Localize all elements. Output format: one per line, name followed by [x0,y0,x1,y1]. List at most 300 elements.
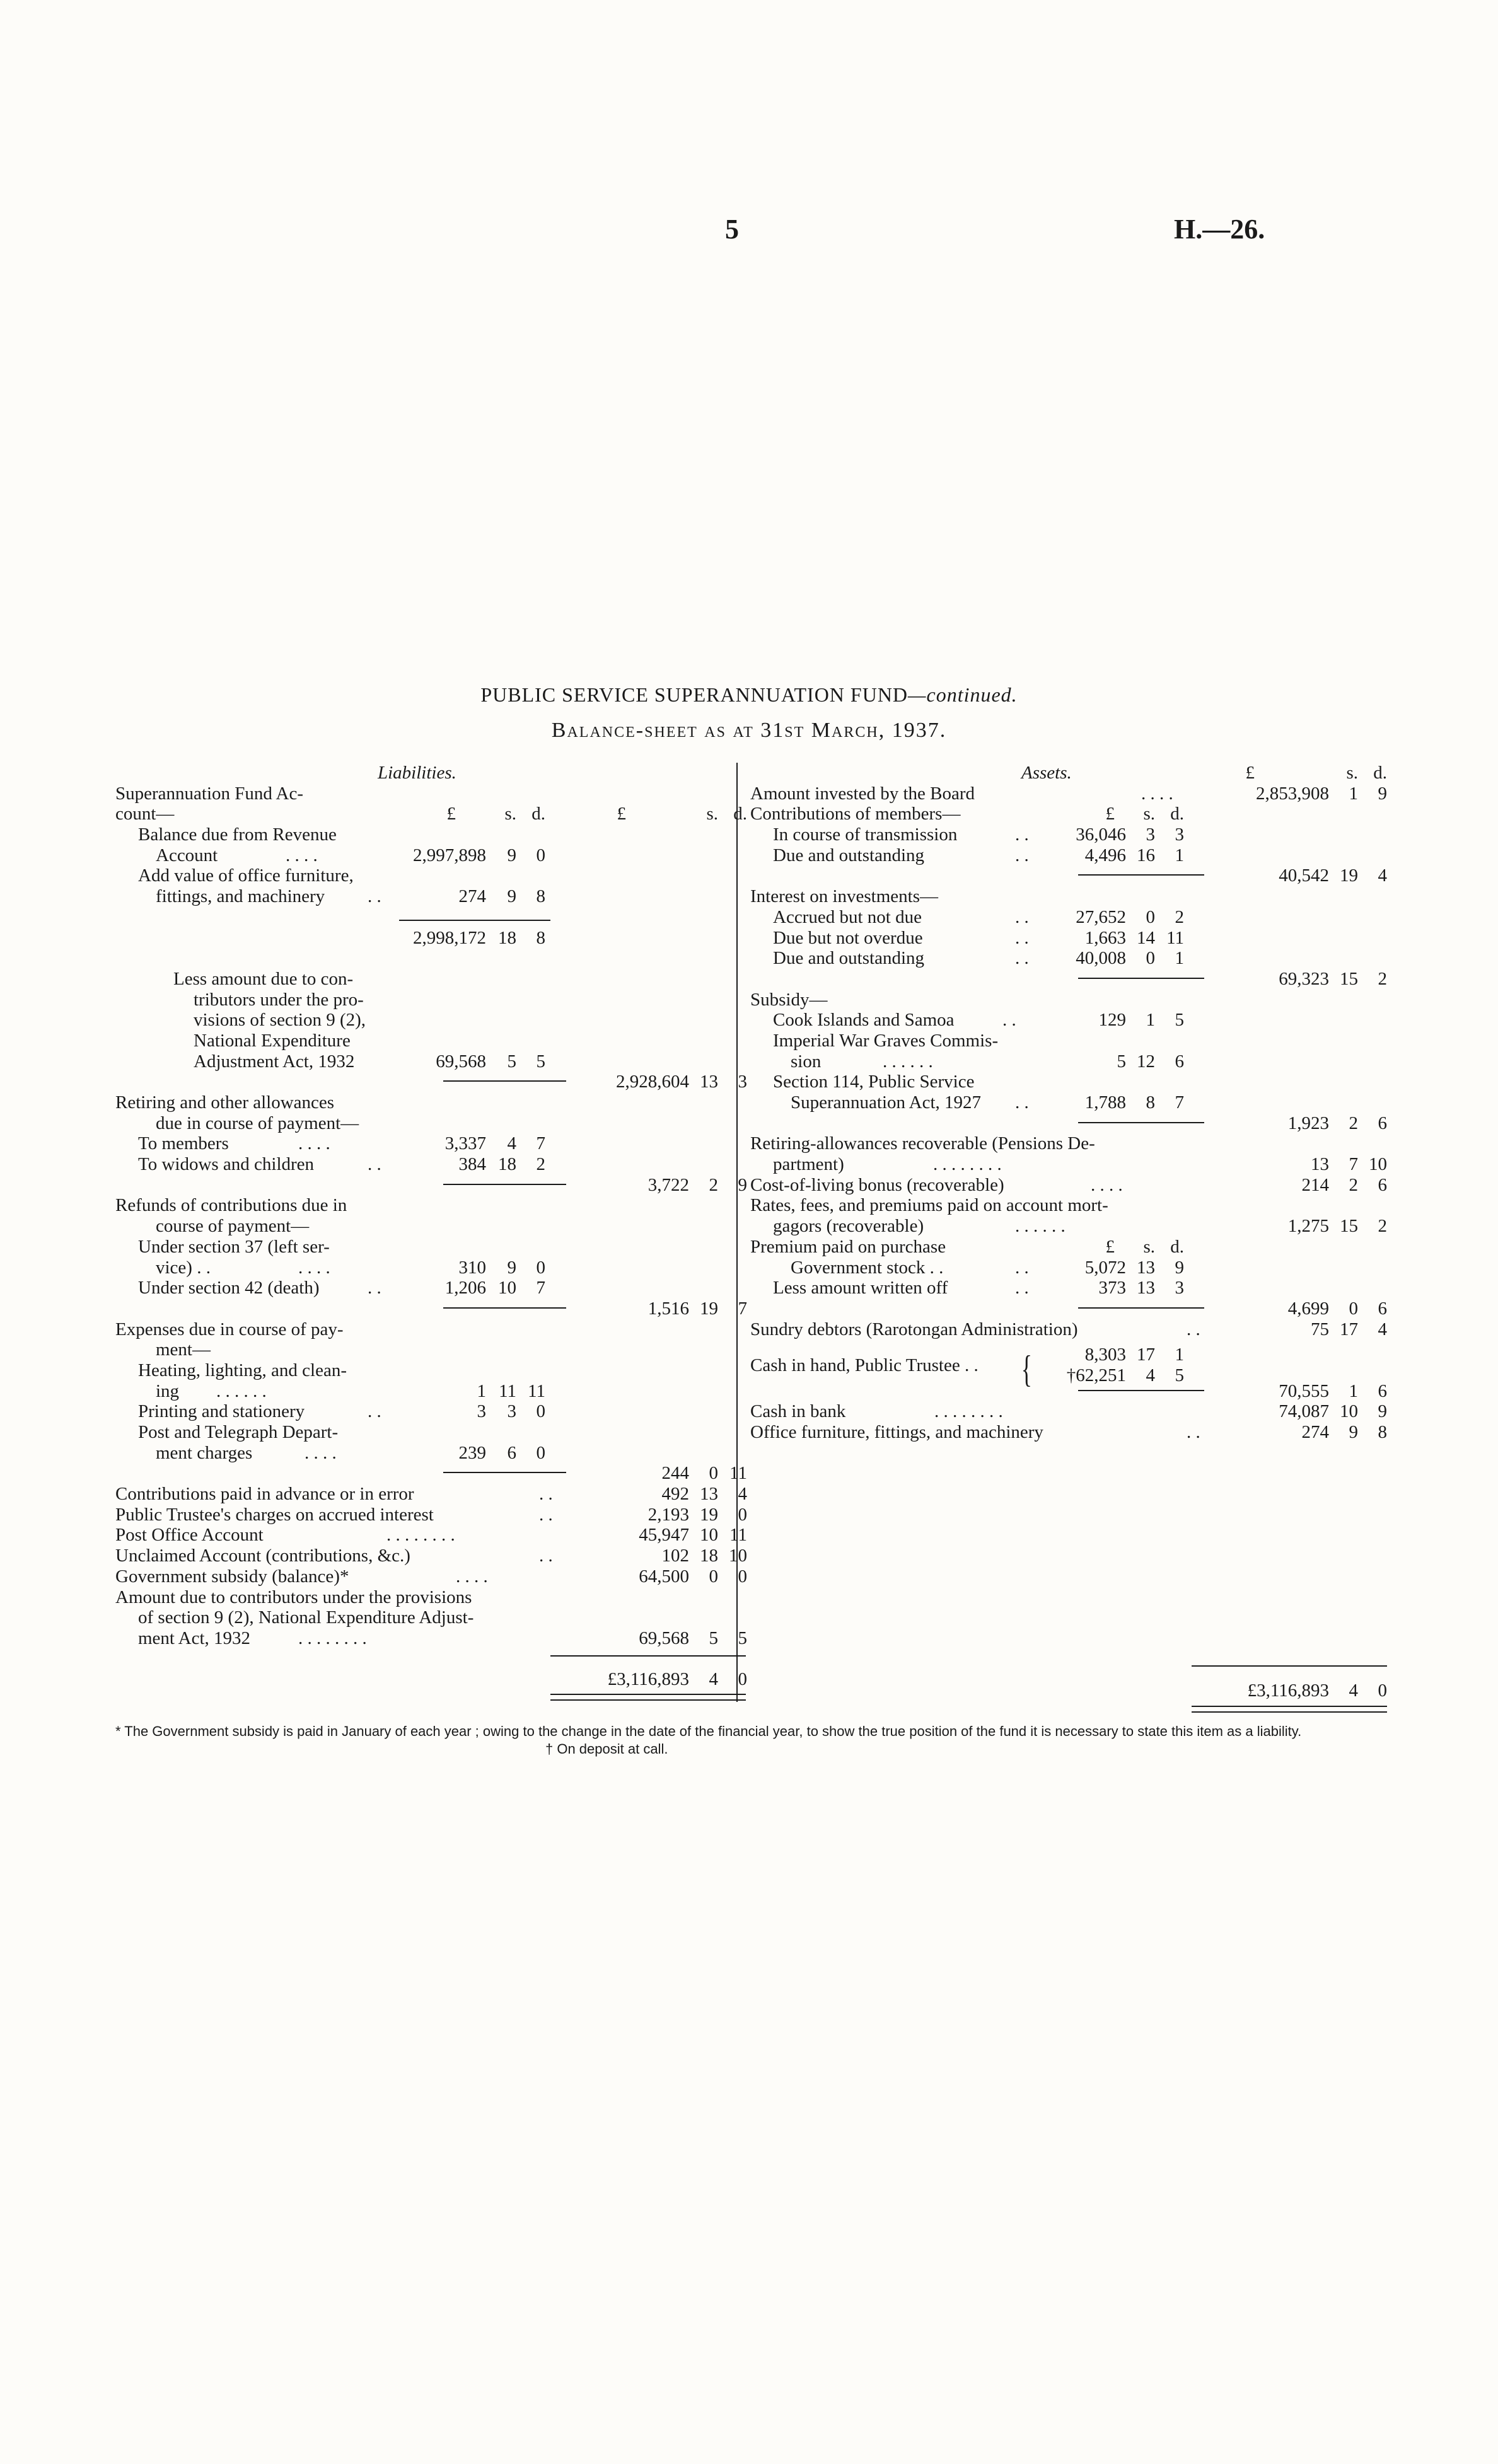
row-label: course of payment— [156,1216,310,1237]
row-label: Imperial War Graves Commis- [773,1030,999,1051]
amount-pounds: 69,323 [1279,968,1329,989]
amount-pounds: 1,516 [647,1298,689,1319]
row-label: Account [156,845,218,865]
amount-pounds: 8,303 [1084,1345,1126,1365]
amount-pounds: 310 [458,1257,486,1278]
table-row [750,865,1387,886]
table-row [750,1174,1387,1196]
sheet-title-text: Balance-sheet as at 31st March, 1937. [551,719,947,742]
table-row [115,1298,747,1319]
amount-shillings: 9 [507,845,516,865]
amount-pounds: 69,568 [436,1051,486,1072]
row-label: Expenses due in course of pay- [115,1319,344,1339]
amount-pence: 0 [738,1566,747,1587]
amount-pounds: 373 [1098,1278,1126,1299]
amount-pounds: 69,568 [639,1628,689,1648]
amount-pence: 9 [1378,1401,1387,1422]
leader-dots: . . [1187,1319,1200,1339]
amount-pounds: 274 [1301,1422,1329,1442]
table-row [115,1463,747,1484]
leader-dots: . . [1015,948,1029,969]
amount-pounds: 70,555 [1279,1380,1329,1401]
row-label: vice) . . [156,1257,211,1278]
amount-shillings: 9 [507,886,516,907]
row-label: Retiring-allowances recoverable (Pensions De- [750,1133,1095,1154]
table-row [115,1690,734,1711]
table-row [115,1278,734,1299]
amount-pounds: 1,788 [1084,1092,1126,1113]
leader-dots: . . [1187,1422,1200,1442]
assets-column [750,763,1387,1443]
row-label: ment— [156,1339,211,1360]
amount-pence: 6 [1378,1298,1387,1319]
row-label: partment) [773,1154,844,1175]
row-label: sion [791,1051,822,1072]
table-row [750,1133,1381,1154]
row-label: Balance due from Revenue [138,824,337,845]
row-label: Public Trustee's charges on accrued interest [115,1504,434,1525]
amount-pounds: 2,193 [647,1504,689,1525]
leader-dots: . . . . [1091,1174,1123,1195]
row-label: Retiring and other allowances [115,1092,335,1113]
amount-pence: 8 [536,886,545,907]
row-label: Subsidy— [750,989,828,1010]
amount-pence: 11 [729,1525,747,1546]
row-label: Under section 42 (death) [138,1278,320,1299]
amount-shillings: 5 [507,1051,516,1072]
leader-dots: . . [368,1154,381,1175]
table-row [115,1525,747,1546]
units-row [750,804,1381,824]
amount-pounds: 1,206 [444,1278,486,1299]
amount-pence: 6 [1175,1051,1184,1072]
sum-rule [1078,874,1204,876]
table-row [115,1628,747,1649]
amount-pence: 9 [1378,783,1387,804]
amount-pounds: 1,663 [1084,927,1126,948]
row-label: ment Act, 1932 [138,1628,251,1648]
pence-unit: d. [1373,763,1387,783]
pence-unit: d. [531,804,545,824]
grand-total-pence: 0 [738,1669,747,1690]
amount-shillings: 11 [499,1380,516,1401]
amount-pounds: 5,072 [1084,1257,1126,1278]
amount-shillings: 6 [507,1442,516,1463]
amount-pence: 7 [738,1298,747,1319]
sum-rule [1078,1390,1204,1391]
amount-pence: 11 [1166,927,1184,948]
table-row [750,1113,1387,1134]
row-label: tributors under the pro- [194,989,364,1010]
sum-rule [1078,978,1204,979]
amount-pence: 8 [536,927,545,948]
amount-shillings: 19 [700,1504,718,1525]
amount-shillings: 10 [700,1525,718,1546]
amount-pounds: †62,251 [1066,1365,1126,1385]
table-row [115,1031,734,1051]
leader-dots: . . [1002,1010,1016,1031]
row-label: Due and outstanding [773,948,925,969]
row-label: Rates, fees, and premiums paid on account mort- [750,1195,1108,1216]
amount-shillings: 18 [498,1154,516,1175]
leader-dots: . . [1015,1278,1029,1299]
row-label: Accrued but not due [773,906,922,927]
table-row [115,1381,734,1402]
row-label: Interest on investments— [750,886,939,907]
amount-shillings: 9 [1349,1422,1358,1442]
table-row [750,1258,1381,1278]
table-row [750,968,1387,990]
table-row [750,1154,1387,1175]
amount-pence: 7 [536,1278,545,1299]
table-row [750,1216,1387,1237]
table-row [115,1237,734,1258]
row-label: Cash in bank [750,1401,846,1422]
amount-pence: 2 [1378,1216,1387,1237]
amount-shillings: 15 [1340,1216,1358,1237]
leader-dots: . . [1015,824,1029,845]
pounds-unit: £ [1245,763,1255,783]
leader-dots: . . [539,1484,553,1505]
row-label: To members [138,1133,229,1154]
row-label: gagors (recoverable) [773,1216,924,1237]
amount-pence: 7 [536,1133,545,1154]
table-row [750,1380,1387,1402]
table-row [115,865,734,886]
row-label: visions of section 9 (2), [194,1010,366,1031]
table-row [115,1649,734,1670]
amount-pounds: 129 [1098,1010,1126,1031]
amount-pence: 3 [1175,1278,1184,1299]
amount-pounds: 244 [661,1463,689,1484]
row-label: Premium paid on purchase [750,1236,946,1257]
amount-pence: 4 [1378,865,1387,886]
sum-rule [550,1655,746,1657]
table-row [115,1154,734,1175]
row-label: Cook Islands and Samoa [773,1010,955,1031]
table-row [115,1360,734,1381]
amount-pounds: 492 [661,1484,689,1505]
amount-shillings: 12 [1137,1051,1155,1072]
fund-title [0,683,1498,707]
row-label: ing [156,1380,180,1401]
row-label: Sundry debtors (Rarotongan Administration) [750,1319,1078,1339]
amount-shillings: 2 [709,1174,718,1195]
amount-shillings: 18 [700,1546,718,1566]
row-label: Post and Telegraph Depart- [138,1422,339,1442]
amount-pounds: 36,046 [1076,824,1126,845]
amount-pence: 5 [1175,1010,1184,1031]
table-row [750,907,1381,928]
leader-dots: . . . . . . . . [933,1154,1002,1175]
row-label: Due and outstanding [773,845,925,865]
amount-shillings: 18 [498,927,516,948]
row-label: Section 114, Public Service [773,1072,975,1092]
row-label: In course of transmission [773,824,958,845]
row-label: of section 9 (2), National Expenditure Adjust- [138,1607,474,1628]
leader-dots: . . [539,1546,553,1566]
grand-total-pounds: £3,116,893 [607,1669,689,1690]
leader-dots: . . . . . . . . [298,1628,367,1648]
amount-pounds: 214 [1301,1174,1329,1195]
table-row [750,1422,1387,1443]
pounds-unit: £ [1105,1236,1115,1257]
amount-pounds: 4,496 [1084,845,1126,865]
amount-pounds: 64,500 [639,1566,689,1587]
pounds-unit: £ [1105,804,1115,824]
amount-pounds: 45,947 [639,1525,689,1546]
amount-shillings: 19 [1340,865,1358,886]
shillings-unit: s. [1346,763,1358,783]
footnote-subsidy: * The Government subsidy is paid in January of each year ; owing to the change in the date of the financial year, to show the true position of the fund it is necessary to state this item as a liability. [115,1723,1302,1739]
row-label: ment charges [156,1442,253,1463]
table-row [750,824,1381,845]
table-row [115,1051,734,1072]
table-row [115,1607,734,1628]
amount-pence: 9 [1175,1257,1184,1278]
table-row [115,1422,734,1443]
shillings-unit: s. [504,804,516,824]
table-row [115,1133,734,1154]
amount-pence: 4 [1378,1319,1387,1339]
amount-pence: 6 [1378,1174,1387,1195]
fund-title-main: PUBLIC SERVICE SUPERANNUATION FUND [480,683,909,706]
amount-shillings: 4 [1146,1365,1155,1385]
amount-shillings: 13 [1137,1257,1155,1278]
table-row [115,907,734,928]
amount-pence: 3 [738,1072,747,1092]
amount-shillings: 17 [1340,1319,1358,1339]
amount-pence: 0 [536,1401,545,1422]
amount-shillings: 10 [1340,1401,1358,1422]
table-row [115,990,734,1010]
row-label: Government stock . . [791,1257,944,1278]
amount-pence: 6 [1378,1380,1387,1401]
sum-rule [1078,1307,1204,1309]
row-label: Refunds of contributions due in [115,1195,347,1216]
amount-shillings: 13 [700,1072,718,1092]
table-row [750,845,1381,866]
amount-shillings: 8 [1146,1092,1155,1113]
amount-shillings: 0 [709,1566,718,1587]
table-row [750,928,1381,949]
row-label: count— [115,804,175,824]
pounds-unit: £ [617,804,626,824]
amount-pounds: 1,275 [1287,1216,1329,1237]
row-label: Adjustment Act, 1932 [194,1051,355,1072]
amount-pounds: 27,652 [1076,906,1126,927]
amount-pence: 5 [536,1051,545,1072]
leader-dots: . . [1015,927,1029,948]
shillings-unit: s. [1143,804,1155,824]
assets-heading-row [750,763,1387,784]
footnotes [115,1723,1383,1757]
leader-dots: . . . . [456,1566,488,1587]
table-row [115,969,734,990]
leader-dots: . . . . . . [216,1380,267,1401]
amount-pounds: 384 [458,1154,486,1175]
pence-unit: d. [1170,804,1184,824]
sum-rule [399,920,550,921]
leader-dots: . . . . . . . . [386,1525,455,1546]
amount-pence: 5 [1175,1365,1184,1385]
table-row [115,784,734,804]
fund-title-suffix: —continued. [908,683,1018,706]
amount-pence: 3 [1175,824,1184,845]
subtotal-row [115,928,734,949]
table-row [750,948,1381,969]
row-label: Due but not overdue [773,927,923,948]
row-label: Unclaimed Account (contributions, &c.) [115,1546,410,1566]
row-label: Amount invested by the Board [750,783,975,804]
amount-pounds: 239 [458,1442,486,1463]
sum-rule [443,1080,566,1082]
amount-pounds: 4,699 [1287,1298,1329,1319]
leader-dots: . . [368,886,381,907]
double-rule [550,1694,746,1701]
table-row [750,1092,1381,1113]
amount-shillings: 14 [1137,927,1155,948]
table-row [115,1443,734,1464]
table-row [115,1401,734,1422]
pence-unit: d. [1170,1236,1184,1257]
amount-shillings: 5 [709,1628,718,1648]
amount-pence: 11 [729,1463,747,1484]
leader-dots: . . . . . . [1015,1216,1065,1237]
table-row [750,1401,1387,1422]
leader-dots: . . [1015,845,1029,865]
row-label: To widows and children [138,1154,315,1175]
row-label: Amount due to contributors under the provisions [115,1587,472,1607]
shillings-unit: s. [1143,1236,1155,1257]
amount-shillings: 1 [1349,1380,1358,1401]
row-label: Cost-of-living bonus (recoverable) [750,1174,1004,1195]
amount-shillings: 1 [1146,1010,1155,1031]
row-label: Contributions of members— [750,804,961,824]
amount-pence: 1 [1175,845,1184,865]
document-reference: H.—26. [1174,214,1265,245]
table-row [115,1587,734,1608]
pence-unit: d. [733,804,747,824]
amount-pounds: 40,008 [1076,948,1126,969]
amount-pence: 0 [536,1442,545,1463]
amount-shillings: 16 [1137,845,1155,865]
row-label: Add value of office furniture, [138,865,354,886]
leader-dots: . . . . [298,1257,330,1278]
table-row [115,948,734,969]
table-row [750,1319,1387,1340]
table-row [115,1566,747,1587]
leader-dots: . . . . [305,1442,337,1463]
leader-dots: . . . . [1141,783,1173,804]
amount-pence: 10 [729,1546,747,1566]
shillings-unit: s. [706,804,718,824]
amount-pence: 10 [1369,1154,1387,1175]
amount-shillings: 19 [700,1298,718,1319]
grand-total-shillings: 4 [1349,1680,1358,1701]
amount-pence: 4 [738,1484,747,1505]
amount-pounds: 3,337 [444,1133,486,1154]
amount-shillings: 3 [1146,824,1155,845]
row-label: due in course of payment— [156,1113,359,1133]
amount-pence: 11 [528,1380,545,1401]
table-row [750,1237,1381,1258]
amount-pounds: 2,853,908 [1256,783,1329,804]
sum-rule [1192,1665,1387,1667]
row-label: Superannuation Act, 1927 [791,1092,982,1113]
table-row [115,1484,747,1505]
amount-shillings: 0 [1349,1298,1358,1319]
footnote-deposit: † On deposit at call. [545,1741,668,1757]
amount-shillings: 13 [1137,1278,1155,1299]
amount-pence: 9 [738,1174,747,1195]
page-number: 5 [725,214,739,245]
grand-total-pence: 0 [1378,1680,1387,1701]
table-row [115,1546,747,1566]
sum-rule [443,1472,566,1473]
leader-dots: . . [1015,906,1029,927]
row-label: Under section 37 (left ser- [138,1236,330,1257]
row-label: Less amount due to con- [173,968,354,989]
grand-total-pounds: £3,116,893 [1247,1680,1329,1701]
table-row [115,886,734,907]
row-label: Office furniture, fittings, and machinery [750,1422,1043,1442]
table-row [115,1258,734,1278]
table-row [115,1216,734,1237]
row-label: Post Office Account [115,1525,264,1546]
amount-pence: 7 [1175,1092,1184,1113]
table-row [750,1278,1381,1299]
table-row [750,990,1381,1010]
brace-icon: { [1021,1348,1033,1390]
liabilities-heading: Liabilities. [378,763,456,783]
grand-total-row [750,1680,1387,1701]
amount-pounds: 75 [1311,1319,1329,1339]
row-label: Contributions paid in advance or in error [115,1484,414,1505]
table-row [115,845,734,866]
liabilities-heading-row [115,763,734,784]
amount-pence: 2 [1175,906,1184,927]
amount-shillings: 10 [498,1278,516,1299]
sum-rule [1078,1122,1204,1123]
leader-dots: . . . . [286,845,318,865]
liabilities-column [115,763,747,1711]
amount-pounds: 2,997,898 [413,845,486,865]
amount-shillings: 13 [700,1484,718,1505]
amount-pence: 0 [536,1257,545,1278]
amount-pence: 6 [1378,1113,1387,1133]
amount-shillings: 3 [507,1401,516,1422]
amount-shillings: 9 [507,1257,516,1278]
amount-pence: 2 [1378,968,1387,989]
row-label: National Expenditure [194,1030,351,1051]
amount-pence: 5 [738,1628,747,1648]
amount-pounds: 40,542 [1279,865,1329,886]
row-label: Less amount written off [773,1278,948,1299]
amount-pounds: 1,923 [1287,1113,1329,1133]
table-row [750,1010,1381,1031]
amount-pounds: 3 [477,1401,486,1422]
leader-dots: . . . . . . [883,1051,933,1072]
amount-pence: 1 [1175,1345,1184,1365]
table-row [115,1339,734,1360]
leader-dots: . . [1015,1257,1029,1278]
row-label: fittings, and machinery [156,886,325,907]
amount-shillings: 4 [507,1133,516,1154]
amount-pounds: 2,928,604 [616,1072,689,1092]
table-row [115,1319,734,1340]
amount-pence: 8 [1378,1422,1387,1442]
